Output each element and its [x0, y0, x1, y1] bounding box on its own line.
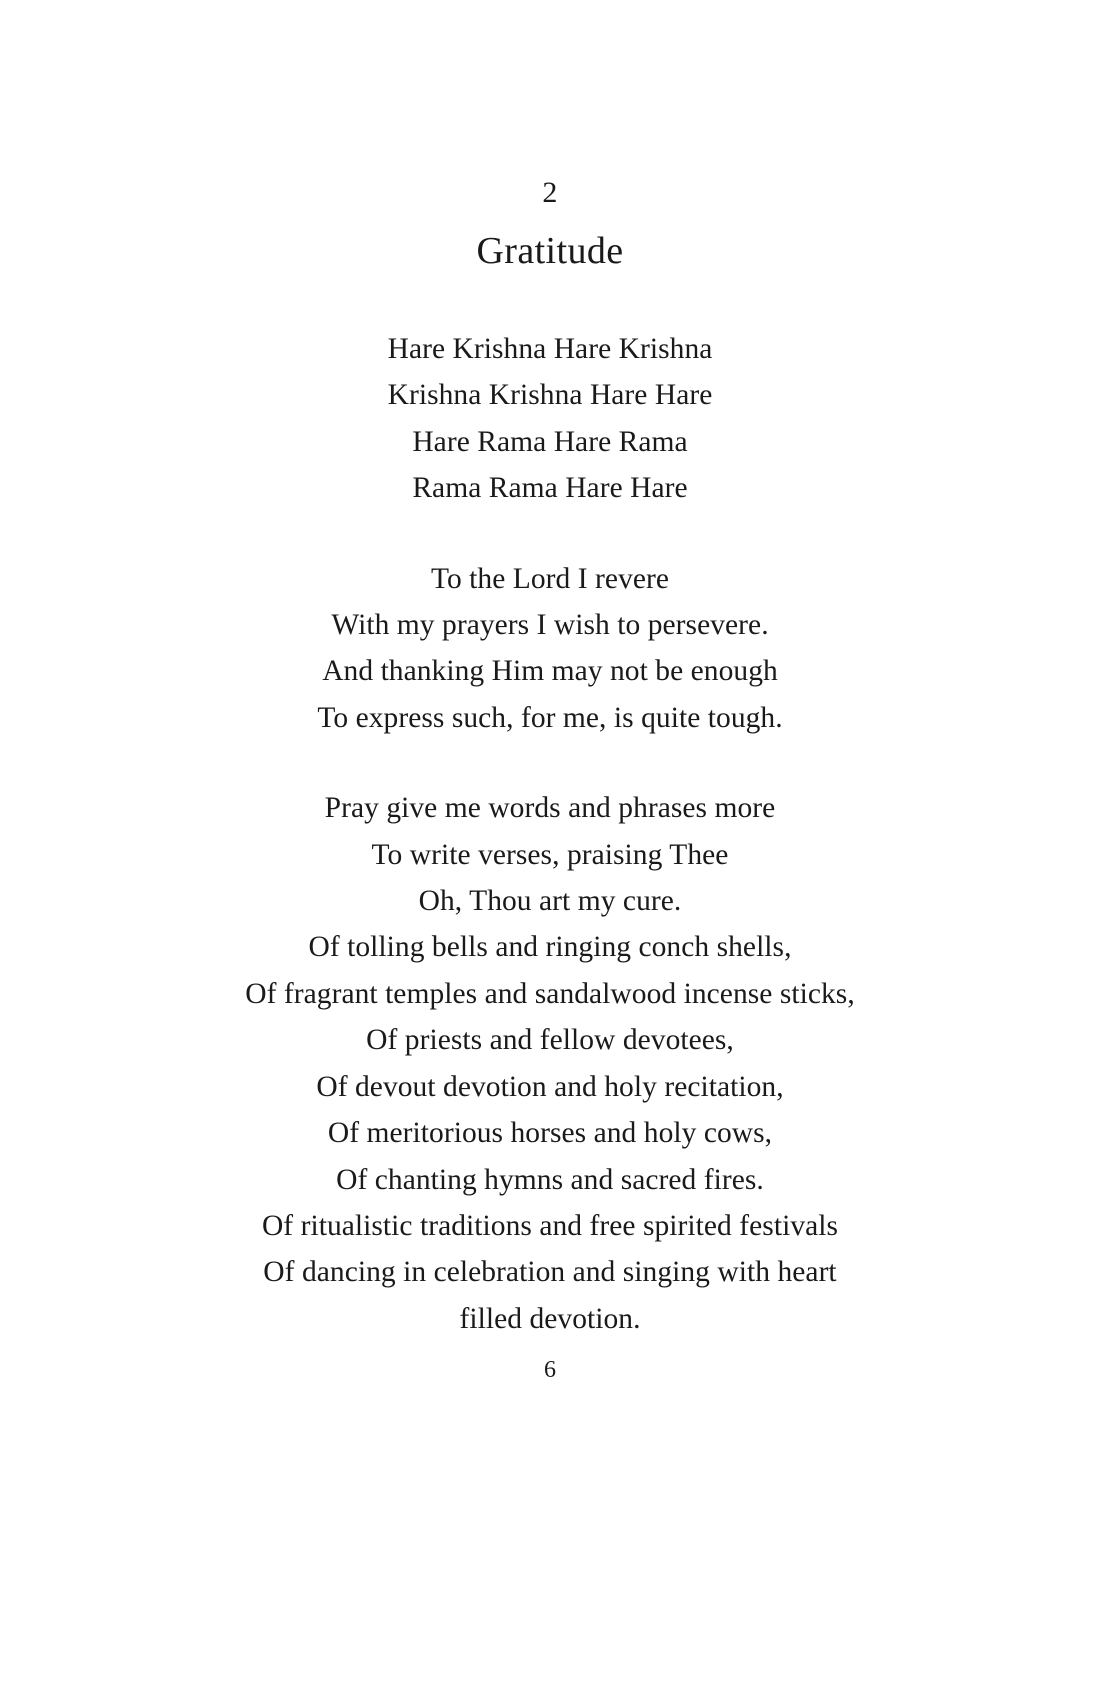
chapter-number: 2	[542, 176, 558, 209]
page-number: 6	[544, 1357, 556, 1383]
poem-line: Hare Krishna Hare Krishna	[387, 333, 713, 365]
poem-line: Of priests and fellow devotees,	[366, 1024, 734, 1057]
poem-line: With my prayers I wish to persevere.	[331, 609, 769, 642]
poem-line: Hare Rama Hare Rama	[412, 425, 688, 458]
poem-line: Of devout devotion and holy recitation,	[316, 1070, 784, 1103]
poem-stanza	[0, 326, 1100, 512]
poem-line: Krishna Krishna Hare Hare	[387, 379, 713, 412]
poem-line: Oh, Thou art my cure.	[418, 885, 682, 918]
poem-line: Of chanting hymns and sacred fires.	[336, 1163, 764, 1196]
poem-line: Pray give me words and phrases more	[324, 792, 776, 825]
poem-stanza	[0, 556, 1100, 742]
poem-line: And thanking Him may not be enough	[322, 655, 778, 688]
poem-line: Of meritorious horses and holy cows,	[327, 1117, 773, 1150]
poem-line: Of ritualistic traditions and free spirited festivals	[261, 1209, 839, 1242]
poem-line: To write verses, praising Thee	[371, 838, 729, 871]
poem-line: To the Lord I revere	[430, 562, 670, 595]
poem-body	[0, 326, 1100, 1342]
poem-line: Rama Rama Hare Hare	[412, 472, 688, 505]
poem-line: filled devotion.	[459, 1302, 641, 1335]
poem-stanza	[0, 785, 1100, 1342]
poem-line: Of dancing in celebration and singing with heart	[263, 1256, 837, 1289]
poem-line: Of tolling bells and ringing conch shells,	[308, 931, 792, 964]
page-title: Gratitude	[476, 230, 624, 272]
poem-line: Of fragrant temples and sandalwood incense sticks,	[245, 977, 855, 1010]
poem-line: To express such, for me, is quite tough.	[317, 701, 783, 734]
